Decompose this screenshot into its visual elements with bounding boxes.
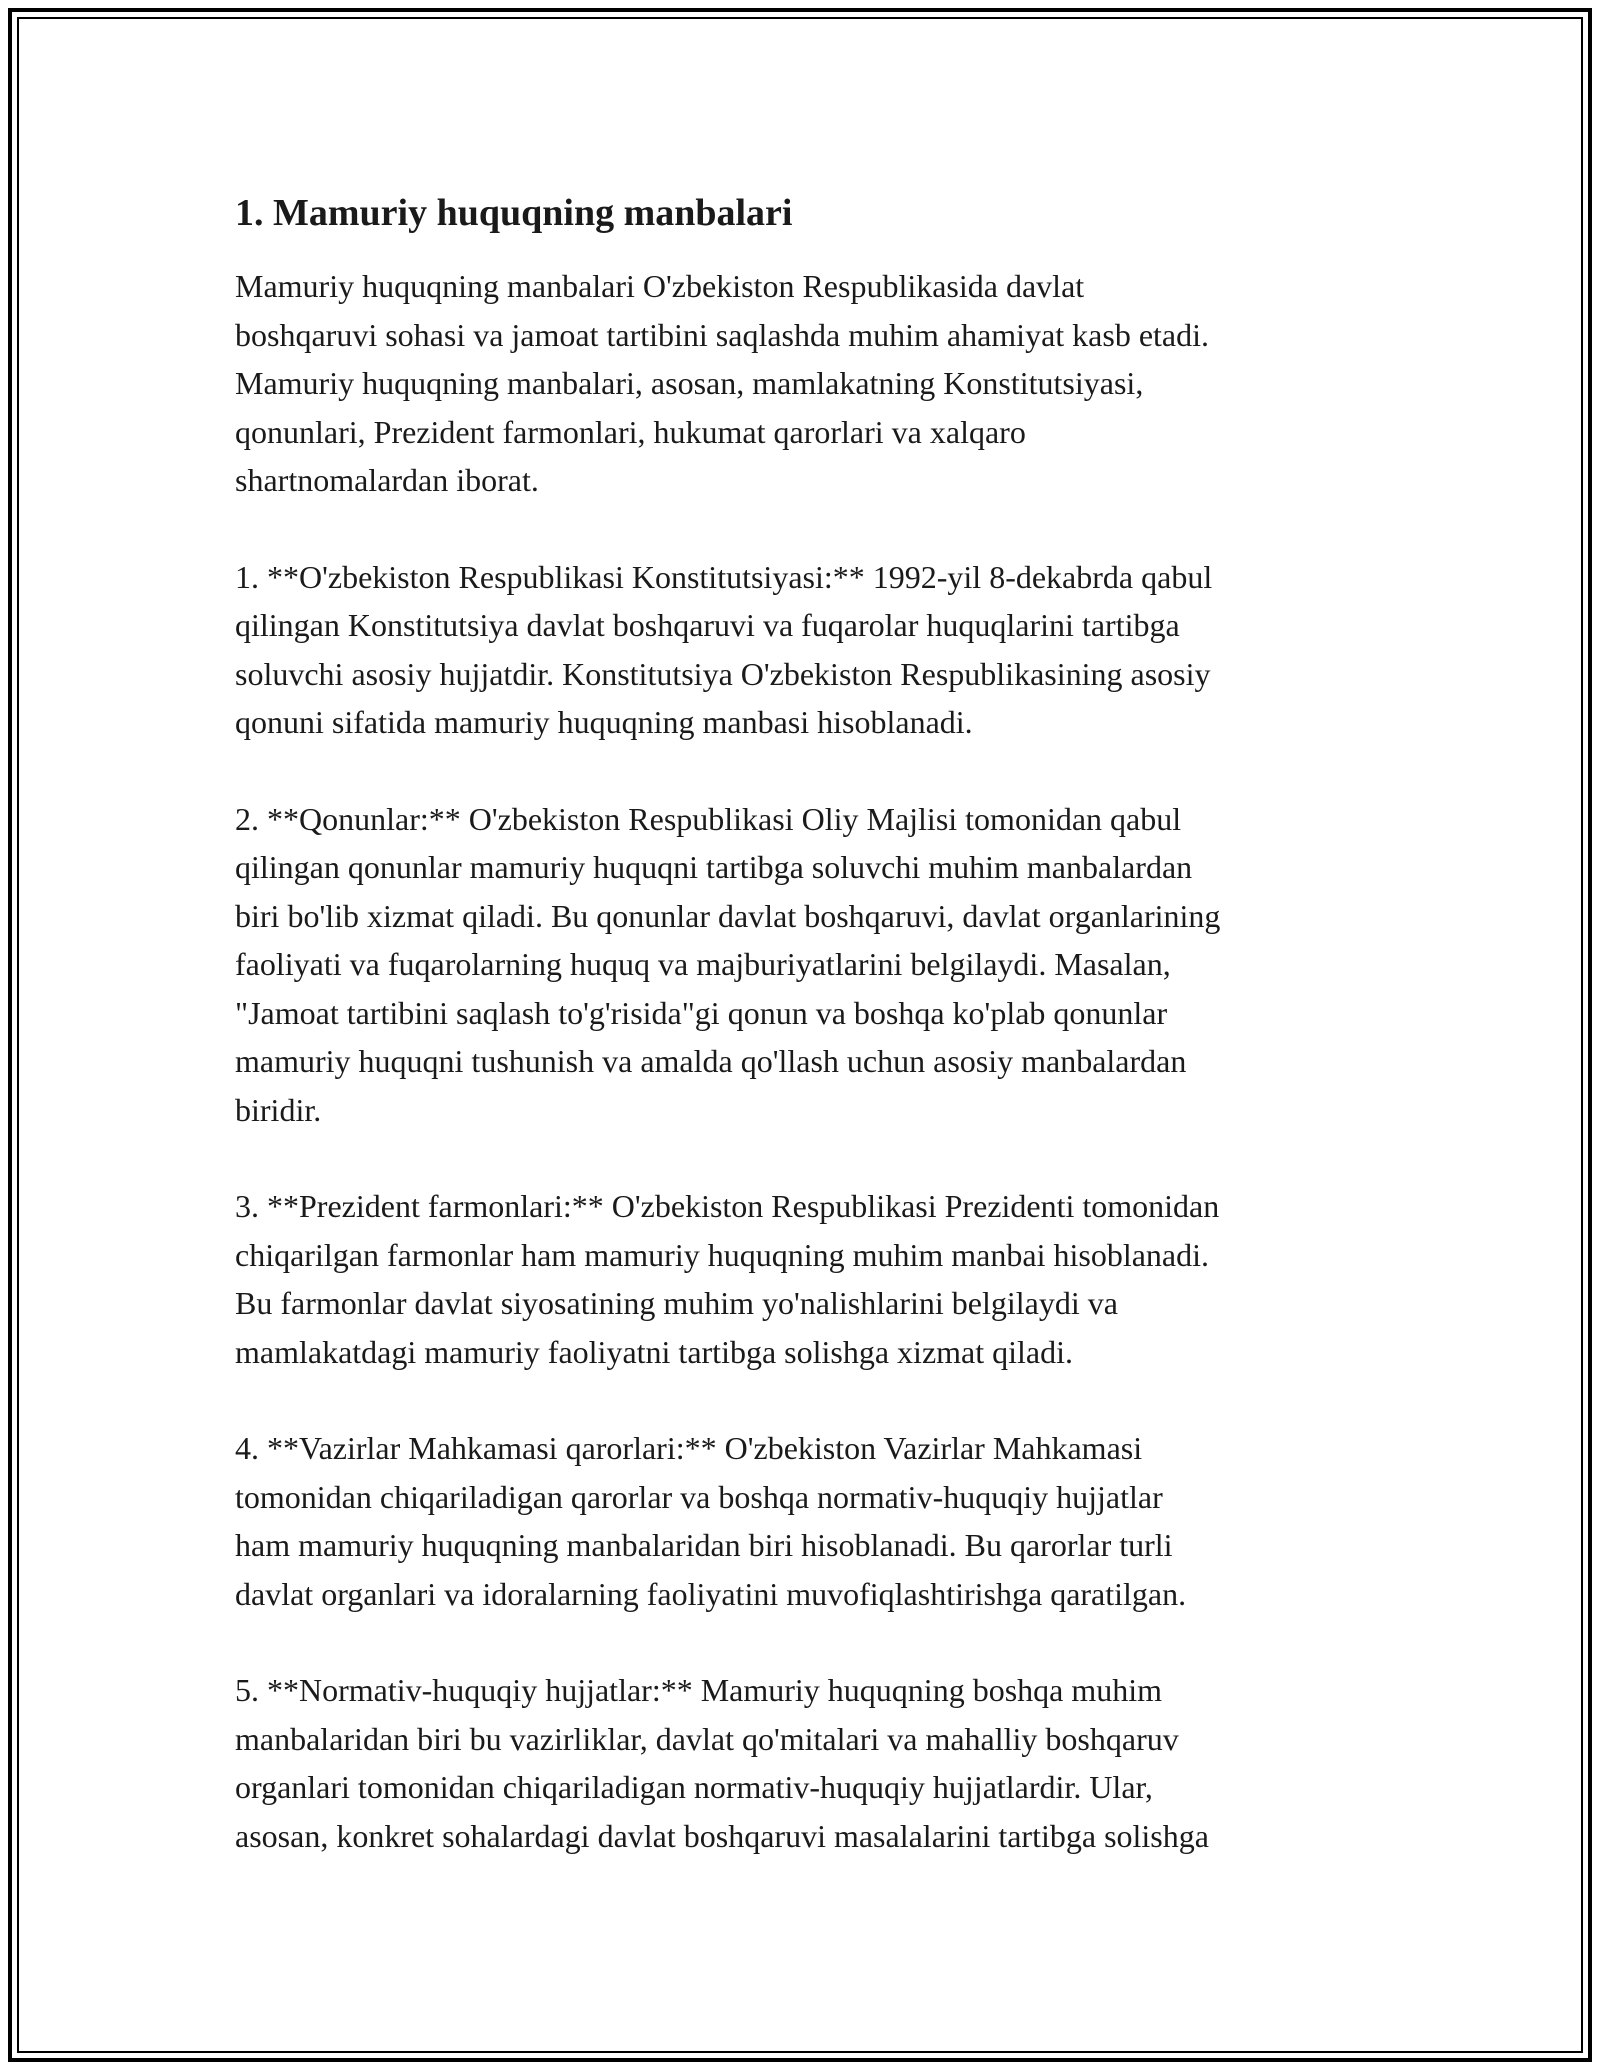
paragraph-presidential-decrees: 3. **Prezident farmonlari:** O'zbekiston Respublikasi Prezidenti tomonidan chiqarilgan farmonlar ham mamuriy huquqning muhim manbai hisoblanadi. Bu farmonlar davlat siyosatining muhim yo'nalishlarini belgilaydi va mamlakatdagi mamuriy faoliyatni tartibga solishga xizmat qiladi.: [235, 1188, 1220, 1370]
intro-paragraph: Mamuriy huquqning manbalari O'zbekiston Respublikasida davlat boshqaruvi sohasi va jamoat tartibini saqlashda muhim ahamiyat kasb etadi. Mamuriy huquqning manbalari, asosan, mamlakatning Konstitutsiyasi, qonunlari, Prezident farmonlari, hukumat qarorlari va xalqaro shartnomalardan iborat.: [235, 268, 1209, 498]
document-body: [235, 186, 1385, 1908]
section-heading: 1. Mamuriy huquqning manbalari: [235, 192, 793, 234]
paragraph-laws: 2. **Qonunlar:** O'zbekiston Respublikasi Oliy Majlisi tomonidan qabul qilingan qonunlar mamuriy huquqni tartibga soluvchi muhim manbalardan biri bo'lib xizmat qiladi. Bu qonunlar davlat boshqaruvi, davlat organlarining faoliyati va fuqarolarning huquq va majburiyatlarini belgilaydi. Masalan, "Jamoat tartibini saqlash to'g'risida"gi qonun va boshqa ko'plab qonunlar mamuriy huquqni tushunish va amalda qo'llash uchun asosiy manbalardan biridir.: [235, 800, 1221, 1128]
paragraph-normative-acts: 5. **Normativ-huquqiy hujjatlar:** Mamuriy huquqning boshqa muhim manbalaridan biri bu vazirliklar, davlat qo'mitalari va mahalliy boshqaruv organlari tomonidan chiqariladigan normativ-huquqiy hujjatlardir. Ular, asosan, konkret sohalardagi davlat boshqaruvi masalalarini tartibga solishga: [235, 1672, 1209, 1854]
paragraph-constitution: 1. **O'zbekiston Respublikasi Konstitutsiyasi:** 1992-yil 8-dekabrda qabul qilingan Konstitutsiya davlat boshqaruvi va fuqarolar huquqlarini tartibga soluvchi asosiy hujjatdir. Konstitutsiya O'zbekiston Respublikasining asosiy qonuni sifatida mamuriy huquqning manbasi hisoblanadi.: [235, 558, 1213, 740]
paragraph-cabinet-resolutions: 4. **Vazirlar Mahkamasi qarorlari:** O'zbekiston Vazirlar Mahkamasi tomonidan chiqariladigan qarorlar va boshqa normativ-huquqiy hujjatlar ham mamuriy huquqning manbalaridan biri hisoblanadi. Bu qarorlar turli davlat organlari va idoralarning faoliyatini muvofiqlashtirishga qaratilgan.: [235, 1430, 1187, 1612]
